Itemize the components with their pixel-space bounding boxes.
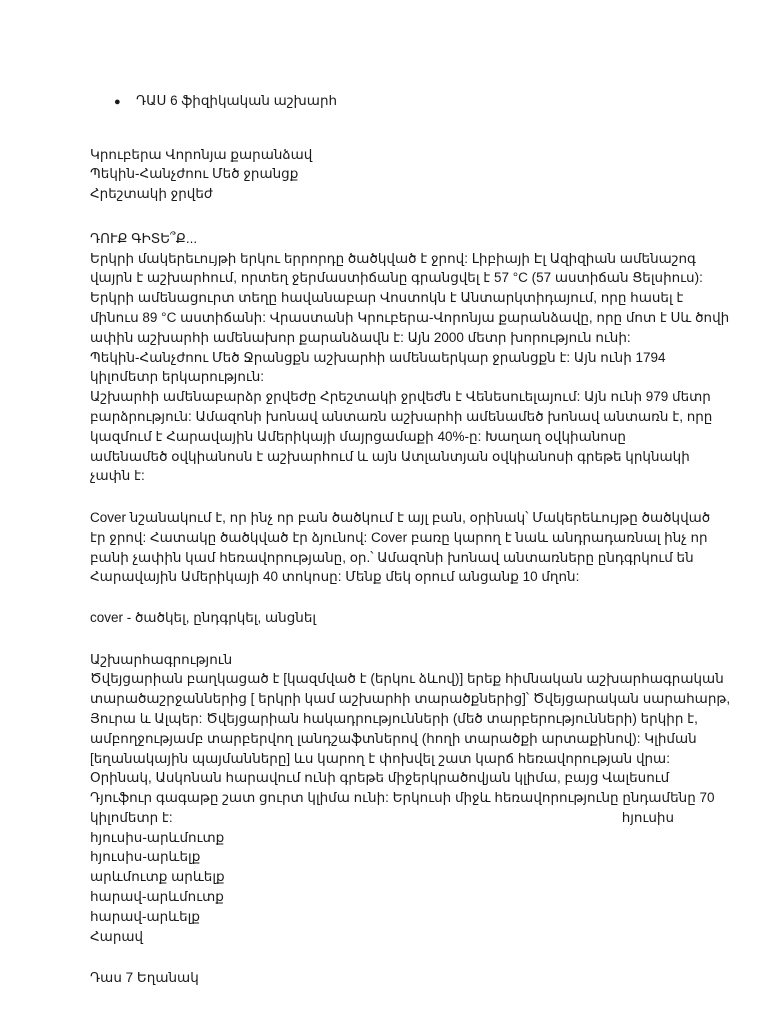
paragraph-line: ամբողջությամբ տարբերվող լանդշաֆտներով (հողի տարածքի արտաքինով): Կլիման (90, 730, 697, 746)
paragraph-line: բանի չափին կամ հեռավորությանը, օր.՝ Ամազոնի խոնավ անտառները ընդգրկում են (90, 549, 694, 565)
paragraph-line: Օրինակ, Ասկոնան հարավում ունի գրեթե միջերկրածովյան կլիմա, բայց Վալեսում (90, 770, 670, 786)
next-lesson-title: Դաս 7 Եղանակ (90, 970, 199, 986)
document-body (90, 91, 731, 988)
paragraph-last-line (90, 808, 674, 828)
paragraph-line: Աշխարհի ամենաբարձր ջրվեժը Հրեշտակի ջրվեժն է Վենեսուելայում: Այն ունի 979 մետր (90, 389, 711, 405)
paragraph-line: Յուրա և Ալպեր: Ծվեյցարիան հակադրությունների (մեծ տարբերությունների) երկիր է, (90, 710, 698, 726)
direction-item: հարավ-արևելք (90, 908, 200, 924)
paragraph-line: էր ջրով: Հատակը ծածկված էր ձյունով: Cover բառը կարող է նաև անդրադառնալ ինչ որ (90, 529, 708, 545)
section-heading: ԴՈՒՔ ԳԻՏԵ՞Ք... (90, 230, 198, 246)
paragraph-line: Հարավային Ամերիկայի 40 տոկոսը: Մենք մեկ օրում անցանք 10 մղոն: (90, 569, 580, 585)
paragraph-line: Պեկին-Հանչժոու Մեծ Ջրանցքն աշխարհի ամենաերկար ջրանցքն է: Այն ունի 1794 (90, 349, 666, 365)
paragraph-line: [եղանակային պայմանները] ևս կարող է փոխվել շատ կարճ հեռավորության վրա: (90, 750, 670, 766)
names-list (90, 145, 690, 204)
paragraph-line: ափին աշխարհի ամենախոր քարանձավն է: Այն 2000 մետր խորություն ունի: (90, 329, 631, 345)
direction-item: հարավ-արևմուտք (90, 889, 224, 905)
paragraph-line: Դյուֆուր գագաթը շատ ցուրտ կլիմա ունի: Երկուսի միջև հեռավորությունը ընդամենը 70 (90, 790, 715, 806)
direction-item: հյուսիս-արևելք (90, 849, 201, 865)
paragraph-line: Ծվեյցարիան բաղկացած է [կազմված է (երկու ձևով)] երեք հիմնական աշխարհագրական (90, 671, 724, 687)
paragraph-line: մինուս 89 °C աստիճանի: Վրաստանի Կրուբերա-Վորոնյա քարանձավը, որը մոտ է Սև ծովի (90, 309, 730, 325)
paragraph-line-end: կիլոմետր է: (90, 809, 173, 825)
name-line: Կրուբերա Վորոնյա քարանձավ (90, 146, 313, 162)
paragraph-line: չափն է: (90, 468, 145, 484)
paragraph-line: Cover նշանակում է, որ ինչ որ բան ծածկում է այլ բան, օրինակ՝ Մակերեևույթը ծածկված (90, 509, 711, 525)
name-line: Պեկին-Հանչժոու Մեծ ջրանցք (90, 166, 299, 182)
did-you-know-section (90, 229, 730, 486)
paragraph-line: կազմում է Հարավային Ամերիկայի մայրցամաքի 40%-ը: Խաղաղ օվկիանոսը (90, 428, 626, 444)
paragraph-line: բարձրություն: Ամազոնի խոնավ անտառն աշխարհի ամենամեծ խոնավ անտառն է, որը (90, 408, 713, 424)
cover-paragraph (90, 508, 711, 587)
bullet-icon: ● (114, 96, 121, 108)
paragraph-line: ամենամեծ օվկիանոսն է աշխարհում և այն Ատլանտյան օվկիանոսի գրեթե կրկնակի (90, 448, 690, 464)
paragraph-line: Երկրի ամենացուրտ տեղը հավանաբար Վոստոկն է Անտարկտիդայում, որը հասել է (90, 290, 684, 306)
section-heading: Աշխարհագրություն (90, 651, 233, 667)
direction-item: հյուսիս-արևմուտք (90, 829, 225, 845)
lesson-bullet (114, 91, 690, 113)
lesson-title: ԴԱՍ 6 ֆիզիկական աշխարհ (136, 93, 338, 108)
cover-definition: cover - ծածկել, ընդգրկել, անցնել (90, 609, 317, 625)
paragraph-line: վայրն է աշխարհում, որտեղ ջերմաստիճանը գրանցվել է 57 °C (57 աստիճան Ցելսիուս): (90, 270, 703, 286)
paragraph-line: Երկրի մակերեւույթի երկու երրորդը ծածկված է ջրով: Լիբիայի Էլ Ազիզիան ամենաշոգ (90, 250, 696, 266)
paragraph-line: կիլոմետր երկարություն: (90, 369, 265, 385)
paragraph-line: տարածաշրջաններից [ երկրի կամ աշխարհի տարածքներից]՝ Ծվեյցարական սարահարթ, (90, 691, 731, 707)
geography-section (90, 650, 731, 828)
name-line: Հրեշտակի ջրվեժ (90, 186, 213, 202)
directions-list (90, 828, 690, 947)
direction-word: հյուսիս (621, 809, 674, 825)
direction-item: Հարավ (90, 928, 144, 944)
direction-item: արևմուտք արևելք (90, 869, 225, 885)
